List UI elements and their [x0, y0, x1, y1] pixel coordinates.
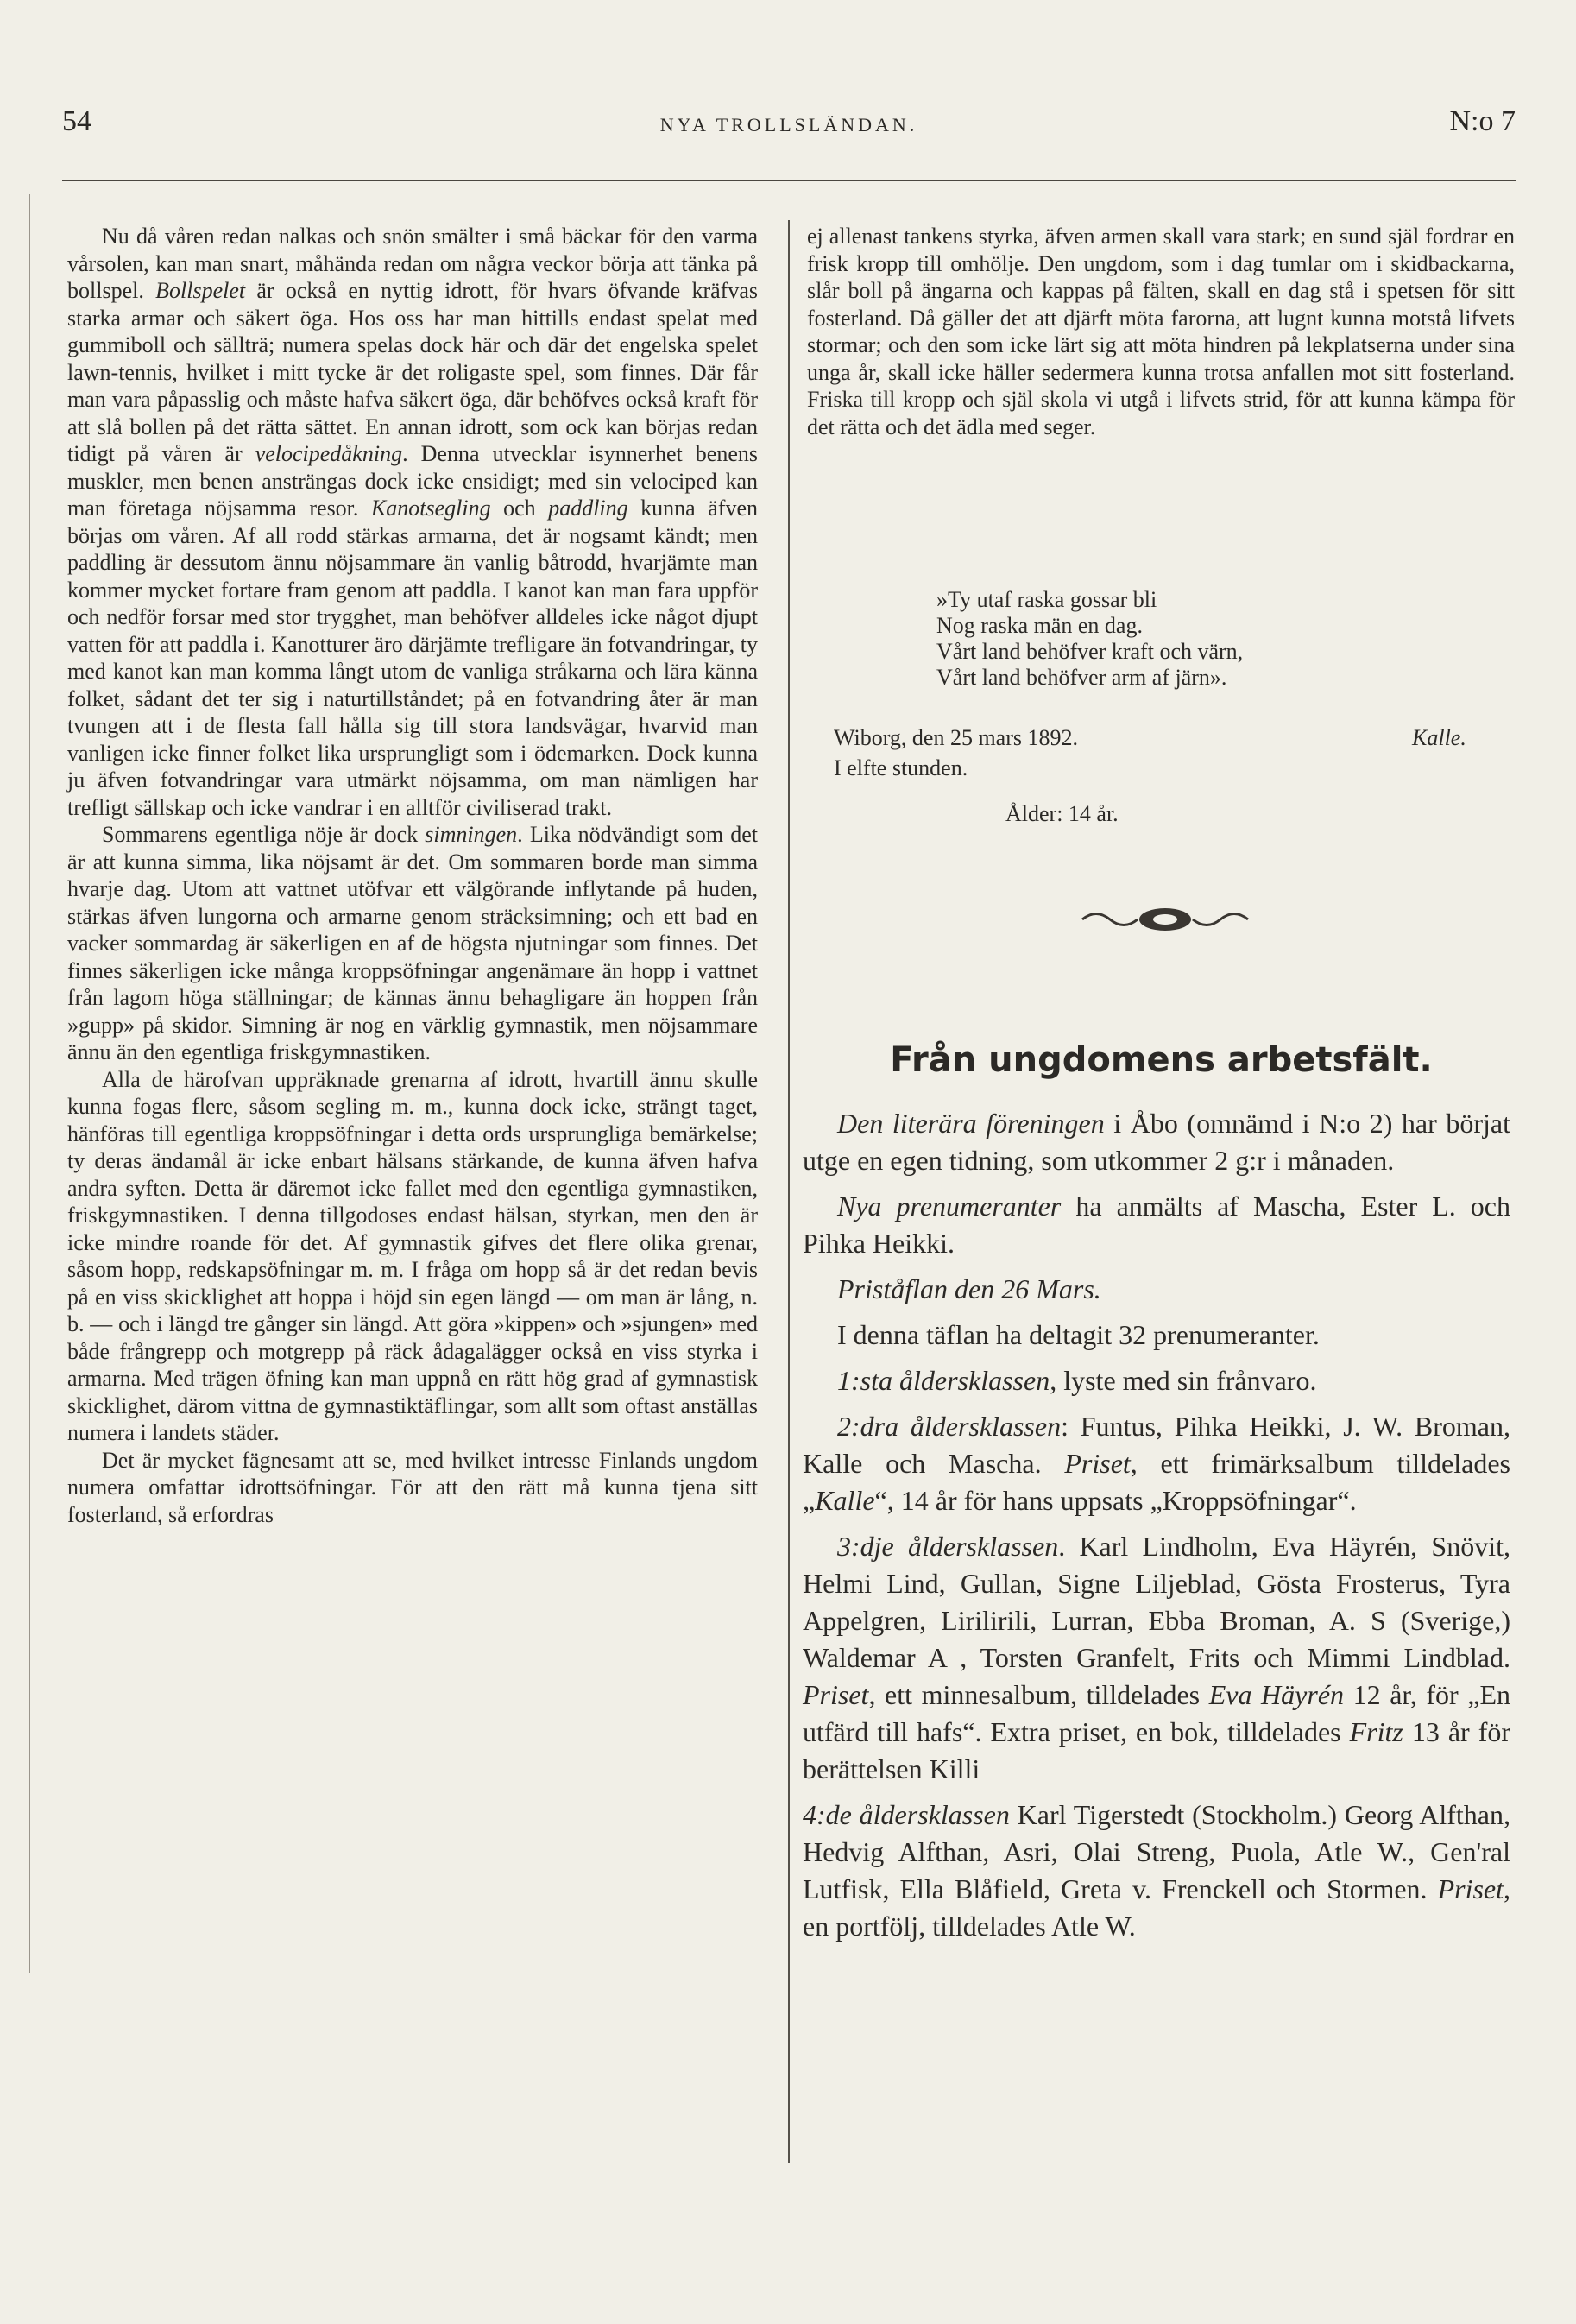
- issue-number: N:o 7: [1449, 105, 1516, 137]
- notice-item: 1:sta åldersklassen, lyste med sin frånvaro.: [837, 1365, 1317, 1396]
- notice-item: 3:dje åldersklassen. Karl Lindholm, Eva Häyrén, Snövit, Helmi Lind, Gullan, Signe Liljeblad, Gösta Frosterus, Tyra Appelgren, Lirilirili, Lurran, Ebba Broman, A. S (Sverige,) Waldemar A , Torsten Granfelt, Frits och Mimmi Lindblad. Priset, ett minnesalbum, tilldelades Eva Häyrén 12 år, för „En utfärd till hafs“. Extra priset, en bok, tilldelades Fritz 13 år för berättelsen Killi: [803, 1531, 1511, 1784]
- article-paragraph: Alla de härofvan uppräknade grenarna af idrott, hvartill ännu skulle kunna fogas flere, såsom segling m. m., kunna dock icke, strängt taget, hänföras till egentliga kroppsöfningar i detta ords ursprungliga bemärkelse; ty deras ändamål är icke enbart hälsans stärkande, de kunna äfven hafva andra syften. Detta är däremot icke fallet med den egentliga gymnastiken, friskgymnastiken. I denna tillgodoses endast hälsan, styrkan, men den är icke mindre roande för det. Af gymnastik gifves det flere olika grenar, såsom hopp, redskapsöfningar m. m. I fråga om hopp så är det redan bevis på en viss skicklighet att hoppa i höjd sin egen längd — om man är lång, n. b. — och i längd tre gånger sin längd. Att göra »kippen» och »sjungen» med både frångrepp och motgrepp på räck ådagalägger också en viss styrka i armarna. Med trägen öfning kan man uppnå en rätt hög grad af gymnastisk skicklighet, därom vittna de gymnastiktäflingar, som allt som oftast anställas numera i landets städer.: [67, 1066, 758, 1445]
- poem-quote: [936, 587, 1243, 691]
- section-heading: Från ungdomens arbetsfält.: [890, 1040, 1433, 1080]
- notice-item: 4:de åldersklassen Karl Tigerstedt (Stockholm.) Georg Alfthan, Hedvig Alfthan, Asri, Olai Streng, Puola, Atle W., Gen'ral Lutfisk, Ella Blåfield, Greta v. Frenckell och Stormen. Priset, en portfölj, tilldelades Atle W.: [803, 1799, 1510, 1942]
- poem-line: Vårt land behöfver arm af järn».: [936, 665, 1227, 690]
- poem-line: Vårt land behöfver kraft och värn,: [936, 639, 1244, 664]
- signature-note: I elfte stunden.: [834, 755, 968, 780]
- notice-item: Nya prenumeranter ha anmälts af Mascha, Ester L. och Pihka Heikki.: [803, 1190, 1511, 1259]
- notice-item: 2:dra åldersklassen: Funtus, Pihka Heikki, J. W. Broman, Kalle och Mascha. Priset, ett frimärksalbum tilldelades „Kalle“, 14 år för hans uppsats „Kroppsöfningar“.: [803, 1411, 1511, 1516]
- poem-line: »Ty utaf raska gossar bli: [936, 587, 1157, 612]
- page-header: [62, 105, 1516, 157]
- signature-name: Kalle.: [1412, 725, 1466, 750]
- notice-item: I denna täflan ha deltagit 32 prenumeranter.: [837, 1319, 1320, 1350]
- article-paragraph: ej allenast tankens styrka, äfven armen skall vara stark; en sund själ fordrar en frisk kropp till omhölje. Den ungdom, som i dag tumlar om i skidbackarna, slår boll på ängarna och kappas på fälten, skall en dag stå i spetsen för sitt fosterland. Då gäller det att djärft möta farorna, att lugnt kunna motstå lifvets stormar; och den som icke lärt sig att möta hindren på lekplatserna under sina unga år, skall icke häller sedermera kunna trotsa anfallen mot sitt fosterland. Friska till kropp och själ skola vi utgå i lifvets strid, för att kunna kämpa för det rätta och det ädla med seger.: [807, 224, 1515, 439]
- column-divider: [788, 220, 790, 2163]
- right-column-article: [807, 223, 1515, 440]
- signature-age: Ålder: 14 år.: [1005, 801, 1119, 826]
- article-paragraph: Sommarens egentliga nöje är dock simningen. Lika nödvändigt som det är att kunna simma, lika nöjsamt är det. Om sommaren borde man simma hvarje dag. Utom att vattnet utöfvar ett välgörande inflytande på huden, stärkas äfven lungorna och armarne genom sträcksimning; och ett bad en vacker sommardag är säkerligen en af de högsta njutningar som finnes. Det finnes säkerligen icke många kroppsöfningar angenämare än hopp i vattnet från lagom höga ställningar; de kännas ännu behagligare än hoppen från »gupp» på skidor. Simning är nog en värklig gymnastik, men nöjsammare ännu än den egentliga friskgymnastiken.: [67, 822, 758, 1064]
- header-rule: [62, 180, 1516, 181]
- signature-place-date: Wiborg, den 25 mars 1892.: [834, 725, 1078, 750]
- margin-rule: [29, 194, 30, 1973]
- publication-title: NYA TROLLSLÄNDAN.: [659, 114, 918, 136]
- decorative-vignette-icon: [1079, 905, 1251, 934]
- left-column-article: [67, 223, 758, 1528]
- article-paragraph: Nu då våren redan nalkas och snön smälter i små bäckar för den varma vårsolen, kan man snart, måhända redan om några veckor börja att tänka på bollspel. Bollspelet är också en nyttig idrott, för hvars öfvande kräfvas starka armar och säkert öga. Hos oss har man hittills endast spelat med gummiboll och sällträ; numera spelas dock här och där det engelska spelet lawn-tennis, hvilket i mitt tycke är det roligaste spel, som finnes. Där får man vara påpasslig och måste hafva säkert öga, där behöfves också kraft för att slå bollen på det rätta sättet. En annan idrott, som ock kan börjas redan tidigt på våren är velocipedåkning. Denna utvecklar isynnerhet benens muskler, men benen ansträngas dock icke ensidigt; med sin velociped kan man företaga nöjsamma resor. Kanotsegling och paddling kunna äfven börjas om våren. Af all rodd stärkas armarna, det är nogsamt kändt; men paddling är dessutom ännu nöjsammare än vanlig båtrodd, hvarjämte man kommer mycket fortare fram genom att paddla. I kanot kan man fara uppför och nedför forsar med stor trygghet, man behöfver alldeles icke något djupt vatten för att paddla i. Kanotturer äro därjämte trefligare än fotvandringar, ty med kanot kan man komma långt utom de vanliga stråkarna och lära känna folket, sådant det ter sig i naturtillståndet; på en fotvandring åter är man tvungen att i de flesta fall hålla sig till stora landsvägar, hvarvid man vanligen icke finner folket lika ursprungligt som i ödemarken. Dock kunna ju äfven fotvandringar vara utmärkt nöjsamma, om man nämligen har trefligt sällskap och icke vandrar i en alltför civiliserad trakt.: [67, 224, 758, 820]
- poem-line: Nog raska män en dag.: [936, 613, 1143, 638]
- section-notices: [803, 1105, 1510, 1954]
- notice-item: Priståflan den 26 Mars.: [837, 1273, 1101, 1304]
- page-number: 54: [62, 105, 91, 137]
- article-paragraph: Det är mycket fägnesamt att se, med hvilket intresse Finlands ungdom numera omfattar idrottsöfningar. För att den rätt må kunna tjena sitt fosterland, så erfordras: [67, 1447, 758, 1527]
- notice-item: Den literära föreningen i Åbo (omnämd i N:o 2) har börjat utge en egen tidning, som utkommer 2 g:r i månaden.: [803, 1108, 1511, 1176]
